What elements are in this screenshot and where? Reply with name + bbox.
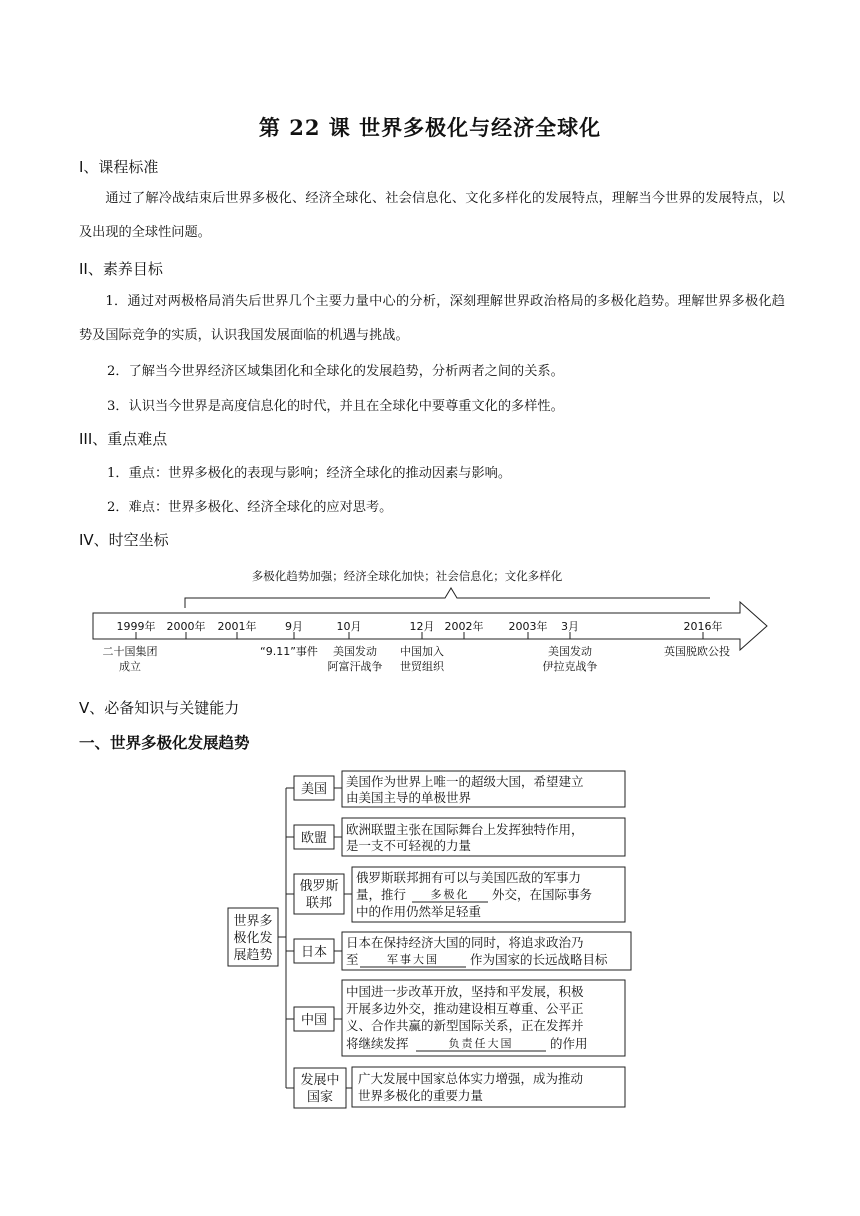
branch-russia-desc-4: 中的作用仍然举足轻重 <box>356 904 482 919</box>
branch-japan-label: 日本 <box>300 945 328 960</box>
timeline-tick-2000: 2000年 <box>166 620 206 633</box>
timeline-bracket <box>185 588 710 608</box>
branch-usa-desc-2: 由美国主导的单极世界 <box>346 790 472 805</box>
timeline-tick-mar: 3月 <box>561 620 579 633</box>
section-heading-standard: I、课程标准 <box>79 158 159 176</box>
branch-russia-label-2: 联邦 <box>305 896 333 911</box>
timeline-event-afghan-2: 阿富汗战争 <box>327 660 383 673</box>
branch-russia-desc-2: 量，推行 <box>356 887 407 902</box>
timeline-tick-dec: 12月 <box>409 620 435 633</box>
mindmap-root-line-3: 展趋势 <box>233 948 273 963</box>
branch-china-desc-5: 的作用 <box>550 1036 588 1051</box>
timeline-tick-2001: 2001年 <box>217 620 257 633</box>
timeline-event-brexit: 英国脱欧公投 <box>664 645 730 658</box>
key-point-1: 1．重点：世界多极化的表现与影响；经济全球化的推动因素与影响。 <box>107 466 512 481</box>
multipolar-mindmap <box>226 770 636 1110</box>
branch-developing-desc-1: 广大发展中国家总体实力增强，成为推动 <box>358 1071 584 1086</box>
page-title: 第 22 课 世界多极化与经济全球化 <box>258 115 602 140</box>
branch-developing-label-2: 国家 <box>306 1090 334 1105</box>
branch-usa-desc-1: 美国作为世界上唯一的超级大国，希望建立 <box>346 774 584 789</box>
branch-china-fill: 负责任大国 <box>448 1037 514 1050</box>
key-point-2: 2．难点：世界多极化、经济全球化的应对思考。 <box>107 500 393 515</box>
part-heading-multipolar: 一、世界多极化发展趋势 <box>79 734 250 752</box>
branch-china-desc-1: 中国进一步改革开放，坚持和平发展，积极 <box>346 984 584 999</box>
branch-japan-desc-2: 至 <box>346 952 359 967</box>
section-heading-key: III、重点难点 <box>79 430 168 448</box>
branch-developing-desc-2: 世界多极化的重要力量 <box>358 1088 484 1103</box>
goal-item-3: 3．认识当今世界是高度信息化的时代，并且在全球化中要尊重文化的多样性。 <box>107 399 564 414</box>
timeline-tick-2002: 2002年 <box>444 620 484 633</box>
branch-china-desc-4: 将继续发挥 <box>346 1036 409 1051</box>
timeline-tick-2016: 2016年 <box>683 620 723 633</box>
timeline-tick-sep: 9月 <box>285 620 303 633</box>
timeline-event-wto: 中国加入 <box>400 645 444 658</box>
goal-item-1: 1．通过对两极格局消失后世界几个主要力量中心的分析，深刻理解世界政治格局的多极化趋势。理解世界多极化趋势及国际竞争的实质，认识我国发展面临的机遇与挑战。 <box>79 294 785 343</box>
branch-russia-desc-3: 外交，在国际事务 <box>492 887 593 902</box>
timeline-event-iraq: 美国发动 <box>548 645 592 658</box>
branch-russia-desc-1: 俄罗斯联邦拥有可以与美国匹敌的军事力 <box>356 870 582 885</box>
branch-russia-fill: 多极化 <box>430 888 470 901</box>
branch-china-desc-2: 开展多边外交，推动建设相互尊重、公平正 <box>346 1001 584 1016</box>
standard-paragraph: 通过了解冷战结束后世界多极化、经济全球化、社会信息化、文化多样化的发展特点，理解当今世界的发展特点，以及出现的全球性问题。 <box>79 191 785 240</box>
mindmap-root-line-1: 世界多 <box>233 914 273 929</box>
branch-eu-label: 欧盟 <box>300 831 328 846</box>
timeline-event-afghan: 美国发动 <box>333 645 377 658</box>
branch-developing-label-1: 发展中 <box>300 1073 340 1088</box>
branch-japan-desc-1: 日本在保持经济大国的同时，将追求政治乃 <box>346 935 584 950</box>
section-heading-goals: II、素养目标 <box>79 260 163 278</box>
branch-china-desc-3: 义、合作共赢的新型国际关系，正在发挥并 <box>346 1018 584 1033</box>
timeline-diagram <box>85 562 775 682</box>
timeline-tick-1999: 1999年 <box>116 620 156 633</box>
timeline-tick-oct: 10月 <box>336 620 362 633</box>
timeline-event-911: “9.11”事件 <box>260 645 318 658</box>
timeline-event-wto-2: 世贸组织 <box>400 660 444 673</box>
mindmap-root-line-2: 极化发 <box>233 931 273 946</box>
branch-eu-desc-2: 是一支不可轻视的力量 <box>346 838 472 853</box>
branch-eu-desc-1: 欧洲联盟主张在国际舞台上发挥独特作用， <box>346 822 584 837</box>
timeline-event-iraq-2: 伊拉克战争 <box>542 660 598 673</box>
timeline-event-g20: 二十国集团 <box>102 645 158 658</box>
branch-usa-label: 美国 <box>300 782 328 797</box>
timeline-tick-2003: 2003年 <box>508 620 548 633</box>
branch-russia-label-1: 俄罗斯 <box>299 879 339 894</box>
section-heading-timeline: IV、时空坐标 <box>79 531 169 549</box>
timeline-bracket-label: 多极化趋势加强；经济全球化加快；社会信息化；文化多样化 <box>251 569 563 583</box>
goal-item-2: 2．了解当今世界经济区域集团化和全球化的发展趋势，分析两者之间的关系。 <box>107 364 564 379</box>
branch-japan-fill: 军事大国 <box>387 953 439 966</box>
timeline-event-g20-2: 成立 <box>119 660 141 673</box>
branch-china-label: 中国 <box>300 1013 328 1028</box>
section-heading-knowledge: V、必备知识与关键能力 <box>79 699 240 717</box>
branch-japan-desc-3: 作为国家的长远战略目标 <box>470 952 608 967</box>
